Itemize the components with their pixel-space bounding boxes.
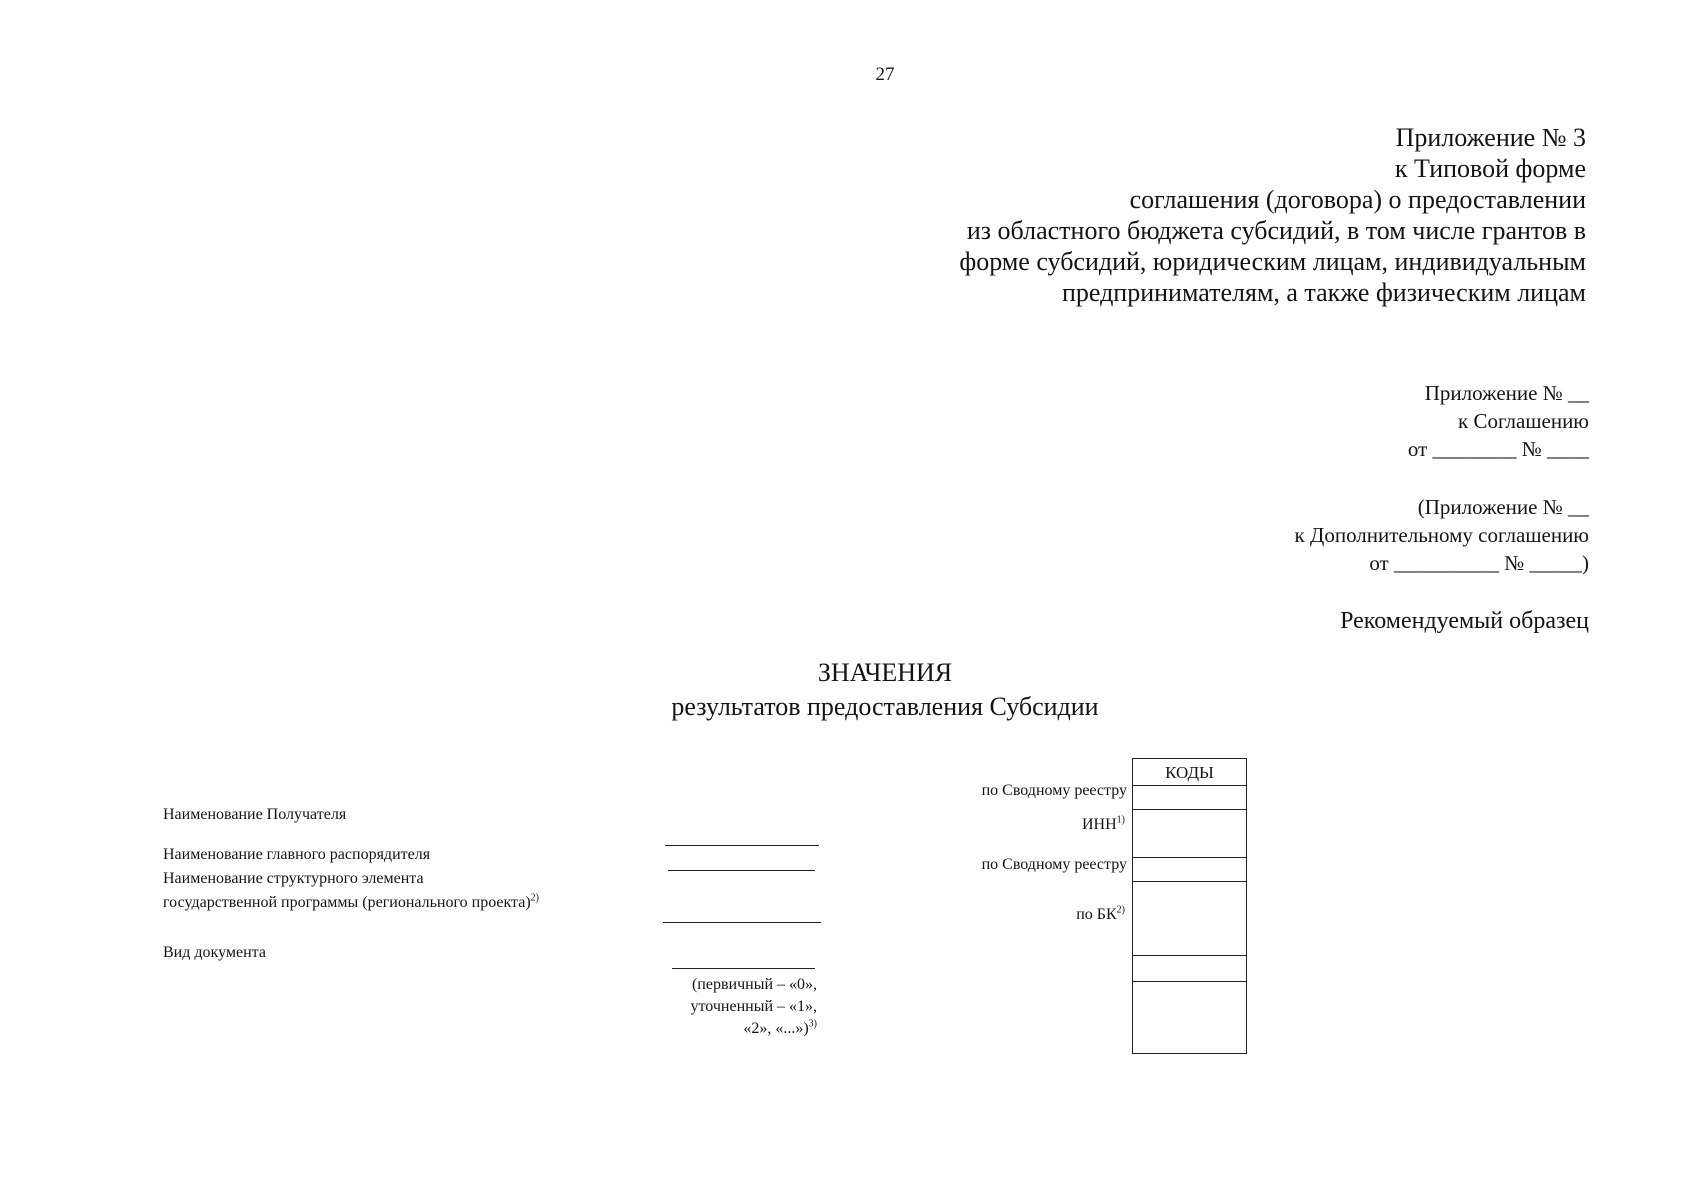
bk-code-label <box>980 906 1125 924</box>
appendix-line: из областного бюджета субсидий, в том числе грантов в <box>966 216 1586 245</box>
additional-agreement-line: (Приложение № __ <box>1417 495 1589 519</box>
codes-divider <box>1133 881 1246 882</box>
recommended-sample-label: Рекомендуемый образец <box>1340 608 1589 634</box>
appendix-line: форме субсидий, юридическим лицам, индивидуальным <box>959 247 1586 276</box>
inn-code-label <box>980 816 1125 834</box>
appendix-line: предпринимателям, а также физическим лицам <box>1061 278 1586 307</box>
appendix-line: к Типовой форме <box>1394 154 1586 183</box>
footnote-mark: 3) <box>808 1018 817 1030</box>
registry-code-label-2: по Сводному реестру <box>981 856 1127 873</box>
title-main: ЗНАЧЕНИЯ <box>817 658 953 687</box>
chief-manager-fill-line[interactable] <box>665 845 819 846</box>
doc-type-hint-line: (первичный – «0», <box>691 976 817 993</box>
chief-manager-label: Наименование главного распорядителя <box>163 846 431 863</box>
doc-type-fill-line[interactable] <box>672 968 815 969</box>
doc-type-hint-line-last <box>640 1018 817 1040</box>
structural-element-fill-line[interactable] <box>668 870 815 871</box>
codes-divider <box>1133 809 1246 810</box>
doc-type-hint <box>640 974 817 1040</box>
additional-agreement-reference <box>1295 493 1589 577</box>
appendix-line: Приложение № 3 <box>1395 123 1586 152</box>
footnote-mark: 1) <box>1116 814 1125 826</box>
title-sub: результатов предоставления Субсидии <box>671 692 1099 721</box>
additional-agreement-line: от __________ № _____) <box>1369 551 1589 575</box>
codes-header: КОДЫ <box>1165 763 1214 782</box>
doc-type-hint-text: «2», «...») <box>743 1020 809 1037</box>
codes-divider <box>1133 785 1246 786</box>
agreement-reference <box>1408 379 1589 463</box>
agreement-line: к Соглашению <box>1458 409 1589 433</box>
codes-divider <box>1133 981 1246 982</box>
bk-text: по БК <box>1076 906 1117 923</box>
doc-type-hint-line: уточненный – «1», <box>690 998 817 1015</box>
structural-element-label-cont <box>163 894 539 912</box>
page-number: 27 <box>875 64 895 85</box>
registry-code-label: по Сводному реестру <box>981 782 1127 799</box>
structural-element-text: государственной программы (регионального проекта) <box>163 894 531 911</box>
appendix-line: соглашения (договора) о предоставлении <box>1129 185 1586 214</box>
program-fill-line[interactable] <box>663 922 821 923</box>
additional-agreement-line: к Дополнительному соглашению <box>1294 523 1589 547</box>
codes-divider <box>1133 857 1246 858</box>
recipient-label: Наименование Получателя <box>163 806 347 823</box>
footnote-mark: 2) <box>1116 904 1125 916</box>
inn-text: ИНН <box>1081 816 1117 833</box>
agreement-line: Приложение № __ <box>1424 381 1589 405</box>
structural-element-label: Наименование структурного элемента <box>163 870 424 887</box>
agreement-line: от ________ № ____ <box>1407 437 1589 461</box>
doc-type-label: Вид документа <box>163 944 266 961</box>
appendix-header <box>959 122 1586 308</box>
document-title <box>0 656 1697 724</box>
footnote-mark: 2) <box>530 892 540 904</box>
codes-divider <box>1133 955 1246 956</box>
codes-table <box>1132 758 1247 1054</box>
